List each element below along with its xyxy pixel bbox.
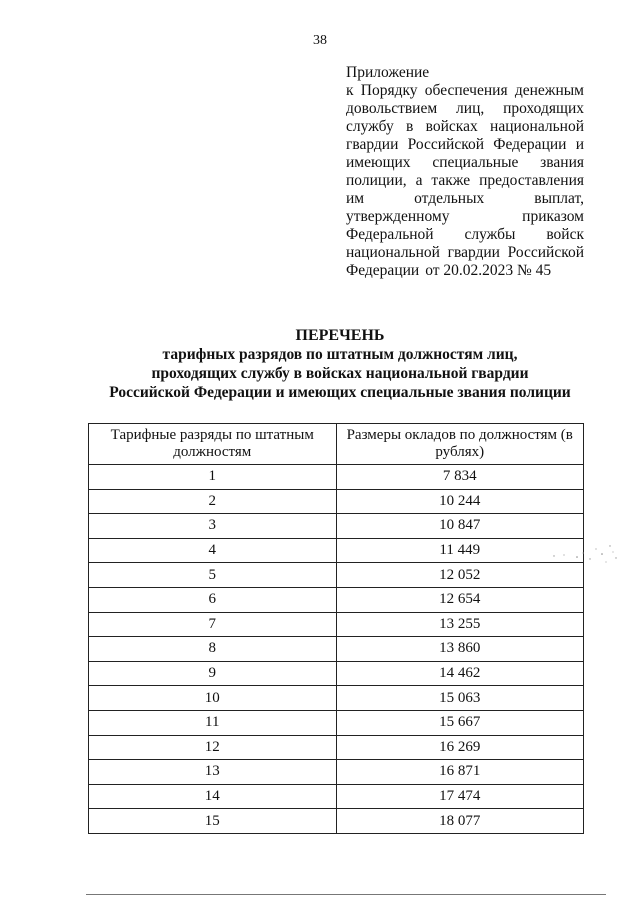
table-row <box>89 514 584 539</box>
table-row <box>89 538 584 563</box>
salary-cell: 7 834 <box>336 465 584 490</box>
table-row <box>89 784 584 809</box>
salary-cell: 15 667 <box>336 710 584 735</box>
grade-cell: 9 <box>89 661 337 686</box>
table-row <box>89 809 584 834</box>
document-subtitle-line-1: тарифных разрядов по штатным должностям лиц, <box>162 346 518 363</box>
order-reference: от 20.02.2023 № 45 <box>425 262 552 279</box>
salary-cell: 15 063 <box>336 686 584 711</box>
grade-cell: 2 <box>89 489 337 514</box>
grade-cell: 15 <box>89 809 337 834</box>
salary-cell: 12 654 <box>336 587 584 612</box>
table-row <box>89 587 584 612</box>
document-subtitle-line-3: Российской Федерации и имеющих специальные звания полиции <box>109 384 571 401</box>
document-title: ПЕРЕЧЕНЬ <box>295 327 385 344</box>
table-row <box>89 612 584 637</box>
grade-cell: 6 <box>89 587 337 612</box>
salary-cell: 14 462 <box>336 661 584 686</box>
grade-cell: 14 <box>89 784 337 809</box>
salary-table <box>88 423 584 834</box>
salary-cell: 10 847 <box>336 514 584 539</box>
grade-cell: 7 <box>89 612 337 637</box>
table-row <box>89 489 584 514</box>
grade-cell: 12 <box>89 735 337 760</box>
grade-cell: 3 <box>89 514 337 539</box>
grade-cell: 4 <box>89 538 337 563</box>
salary-cell: 16 269 <box>336 735 584 760</box>
column-header-salary: Размеры окладов по должностям (в рублях) <box>336 424 584 465</box>
salary-cell: 11 449 <box>336 538 584 563</box>
salary-cell: 17 474 <box>336 784 584 809</box>
appendix-block <box>346 64 584 280</box>
table-row <box>89 760 584 785</box>
grade-cell: 13 <box>89 760 337 785</box>
table-row <box>89 710 584 735</box>
salary-cell: 13 255 <box>336 612 584 637</box>
column-header-grade: Тарифные разряды по штатным должностям <box>89 424 337 465</box>
grade-cell: 11 <box>89 710 337 735</box>
page-number: 38 <box>313 33 327 48</box>
table-row <box>89 735 584 760</box>
grade-cell: 10 <box>89 686 337 711</box>
grade-cell: 1 <box>89 465 337 490</box>
appendix-text: к Порядку обеспечения денежным довольствием лиц, проходящих службу в войсках национальной гвардии Российской Федерации и имеющих специальные звания полиции, а также предоставления им отдельных выплат, утвержденному приказом Федеральной службы войск национальной гвардии Российской Федерации <box>346 82 584 279</box>
salary-cell: 16 871 <box>336 760 584 785</box>
table-row <box>89 686 584 711</box>
salary-cell: 13 860 <box>336 637 584 662</box>
salary-cell: 10 244 <box>336 489 584 514</box>
scan-edge-line <box>86 894 606 895</box>
document-heading <box>60 326 620 402</box>
appendix-text-block <box>346 82 584 280</box>
table-row <box>89 661 584 686</box>
table-header-row <box>89 424 584 465</box>
grade-cell: 8 <box>89 637 337 662</box>
table-row <box>89 465 584 490</box>
salary-cell: 12 052 <box>336 563 584 588</box>
salary-cell: 18 077 <box>336 809 584 834</box>
table-row <box>89 637 584 662</box>
appendix-label: Приложение <box>346 64 430 81</box>
table-row <box>89 563 584 588</box>
document-subtitle-line-2: проходящих службу в войсках национальной гвардии <box>151 365 529 382</box>
scan-specks <box>550 540 620 570</box>
grade-cell: 5 <box>89 563 337 588</box>
